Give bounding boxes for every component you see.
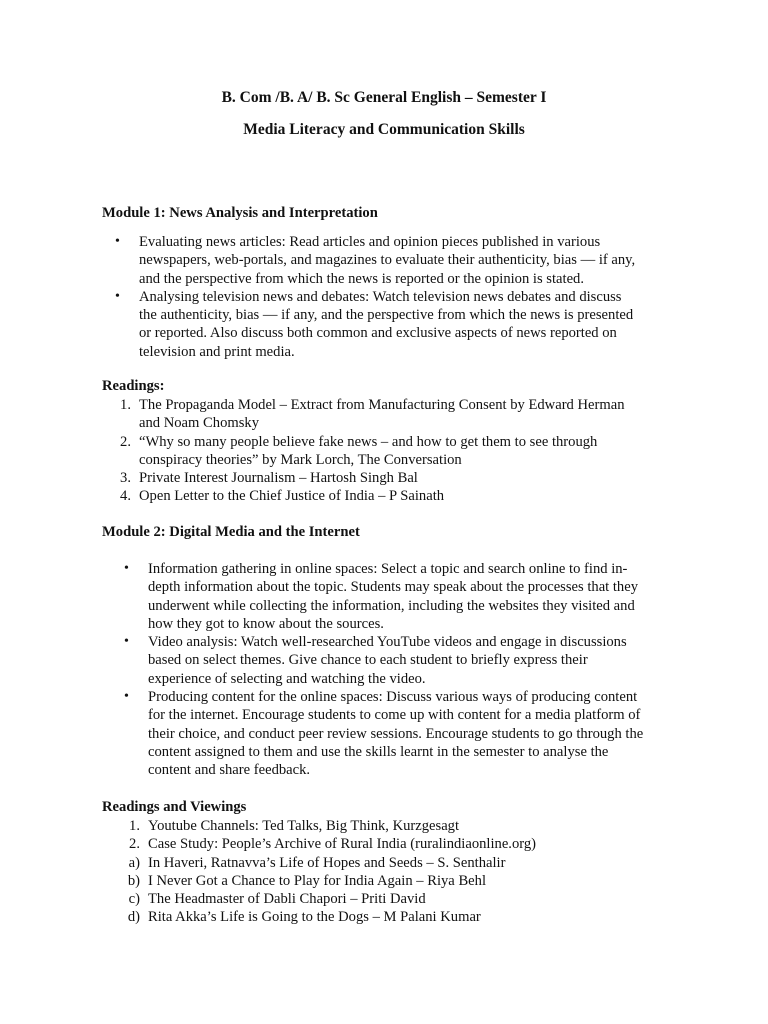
bullet-icon: • [124, 634, 129, 650]
list-item [115, 288, 679, 361]
text-line: Youtube Channels: Ted Talks, Big Think, Kurzgesagt [148, 818, 460, 834]
list-item [120, 487, 679, 505]
list-marker: 1. [129, 818, 140, 834]
list-item [124, 633, 683, 688]
text-line: Information gathering in online spaces: Select a topic and search online to find in- [148, 561, 628, 577]
readings2-heading: Readings and Viewings [102, 799, 247, 815]
list-marker: 1. [120, 397, 131, 413]
text-line: newspapers, web-portals, and magazines to evaluate their authenticity, bias — if any, [139, 252, 636, 269]
text-line: television and print media. [139, 343, 295, 360]
text-line: Evaluating news articles: Read articles and opinion pieces published in various [139, 234, 601, 250]
text-line: content and share feedback. [148, 762, 311, 779]
text-line: Producing content for the online spaces: Discuss various ways of producing content [148, 689, 638, 706]
module1-bullet-list [115, 233, 679, 361]
document-subtitle: Media Literacy and Communication Skills [243, 121, 525, 138]
list-item [124, 688, 683, 779]
list-marker: a) [128, 854, 140, 871]
list-marker: c) [128, 891, 140, 908]
list-marker: 2. [120, 433, 131, 450]
document-title: B. Com /B. A/ B. Sc General English – Semester I [221, 89, 547, 106]
text-line: “Why so many people believe fake news – and how to get them to see through [139, 433, 598, 450]
list-marker: b) [127, 872, 140, 889]
text-line: depth information about the topic. Students may speak about the processes that they [148, 579, 638, 596]
readings1-list [120, 396, 679, 506]
bullet-icon: • [115, 288, 120, 304]
text-line: The Propaganda Model – Extract from Manufacturing Consent by Edward Herman [139, 397, 625, 413]
list-item [127, 872, 688, 890]
text-line: Rita Akka’s Life is Going to the Dogs – M Palani Kumar [148, 909, 481, 926]
list-marker: 4. [120, 488, 131, 505]
text-line: their choice, and conduct peer review sessions. Encourage students to go through the [148, 725, 644, 742]
list-item [127, 908, 688, 926]
list-item [124, 560, 683, 633]
bullet-icon: • [124, 561, 129, 576]
text-line: experience of selecting and watching the video. [148, 670, 426, 687]
readings1-heading: Readings: [102, 378, 165, 394]
text-line: Private Interest Journalism – Hartosh Singh Bal [139, 470, 418, 487]
list-marker: 3. [120, 470, 131, 487]
list-marker: d) [127, 909, 140, 926]
text-line: Video analysis: Watch well-researched YouTube videos and engage in discussions [148, 634, 627, 651]
list-item [120, 469, 679, 487]
readings2-list [127, 817, 688, 927]
text-line: Open Letter to the Chief Justice of India – P Sainath [139, 488, 445, 505]
list-item [128, 854, 688, 872]
module2-bullet-list [124, 560, 683, 780]
bullet-icon: • [124, 689, 129, 705]
text-line: the authenticity, bias — if any, and the perspective from which the news is presented [139, 307, 634, 324]
text-line: In Haveri, Ratnavva’s Life of Hopes and Seeds – S. Senthalir [148, 854, 506, 871]
text-line: underwent while collecting the information, including the websites they visited and [148, 597, 635, 614]
list-item [120, 396, 679, 433]
list-item [115, 233, 679, 288]
text-line: and Noam Chomsky [139, 415, 259, 432]
list-marker: 2. [129, 836, 140, 853]
module1-heading: Module 1: News Analysis and Interpretation [102, 205, 378, 221]
list-item [129, 817, 688, 835]
list-item [129, 835, 688, 853]
text-line: conspiracy theories” by Mark Lorch, The Conversation [139, 451, 462, 468]
text-line: Case Study: People’s Archive of Rural India (ruralindiaonline.org) [148, 836, 537, 853]
module2-heading: Module 2: Digital Media and the Internet [102, 524, 360, 540]
list-item [120, 433, 679, 470]
text-line: I Never Got a Chance to Play for India Again – Riya Behl [148, 872, 487, 889]
text-line: content assigned to them and use the skills learnt in the semester to analyse the [148, 743, 609, 760]
text-line: how they got to know about the sources. [148, 615, 384, 632]
text-line: for the internet. Encourage students to come up with content for a media platform of [148, 707, 641, 724]
bullet-icon: • [115, 234, 120, 249]
text-line: or reported. Also discuss both common and exclusive aspects of news reported on [139, 325, 617, 342]
list-item [128, 890, 688, 908]
text-line: based on select themes. Give chance to each student to briefly express their [148, 652, 588, 669]
text-line: The Headmaster of Dabli Chapori – Priti David [148, 891, 426, 908]
text-line: Analysing television news and debates: Watch television news debates and discuss [139, 288, 622, 305]
text-line: and the perspective from which the news is reported or the opinion is stated. [139, 270, 584, 287]
